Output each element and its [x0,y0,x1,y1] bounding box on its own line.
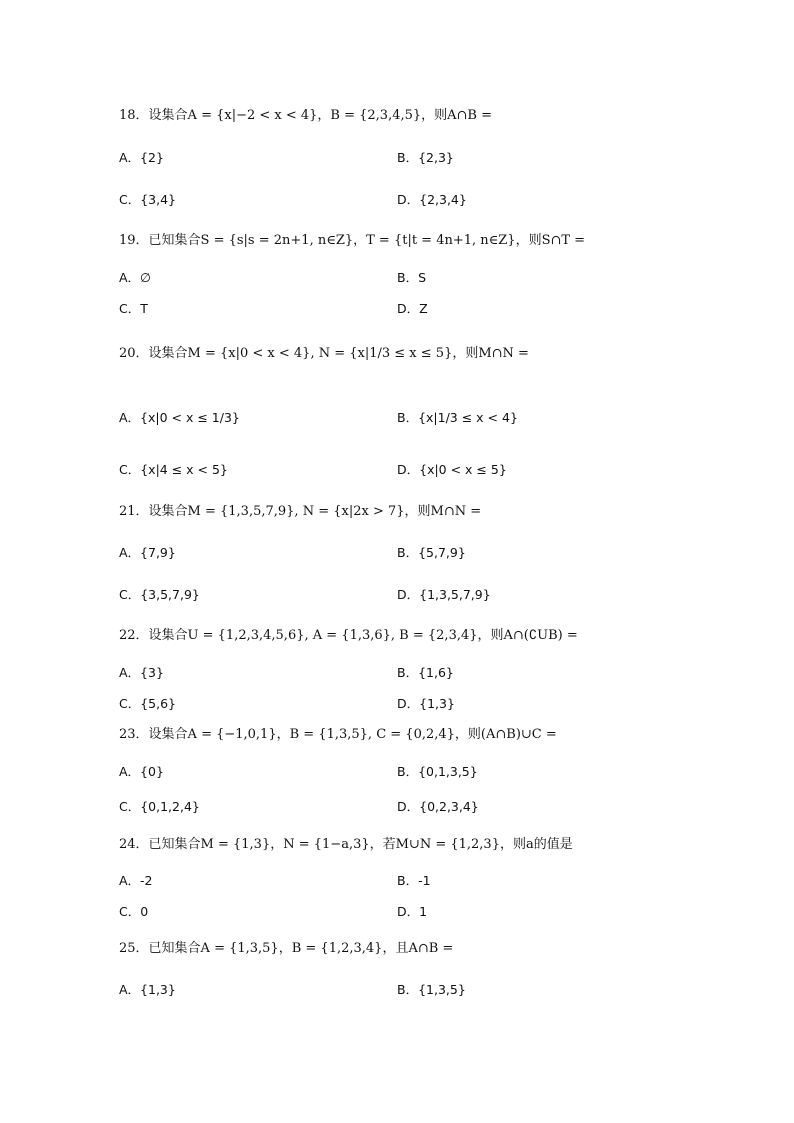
question-20-stem: 20．设集合M = {x|0 < x < 4}, N = {x|1/3 ≤ x ≤ 5}，则M∩N = [119,346,529,361]
question-21-option-a[interactable]: A．{7,9} [119,545,176,560]
question-23-stem: 23．设集合A = {−1,0,1}，B = {1,3,5}, C = {0,2,4}，则(A∩B)∪C = [119,727,557,742]
question-21-option-c[interactable]: C．{3,5,7,9} [119,587,200,602]
question-23-option-a[interactable]: A．{0} [119,764,164,779]
question-19-option-d[interactable]: D．Z [397,301,428,316]
question-23-option-d[interactable]: D．{0,2,3,4} [397,799,479,814]
question-23-option-b[interactable]: B．{0,1,3,5} [397,764,478,779]
question-19-option-b[interactable]: B．S [397,270,427,285]
question-18-option-a[interactable]: A．{2} [119,150,164,165]
question-18-option-d[interactable]: D．{2,3,4} [397,192,467,207]
question-18-stem: 18．设集合A = {x|−2 < x < 4}，B = {2,3,4,5}，则A∩B = [119,108,493,123]
question-22-stem: 22．设集合U = {1,2,3,4,5,6}, A = {1,3,6}, B = {2,3,4}，则A∩(∁UB) = [119,628,578,643]
question-23-option-c[interactable]: C．{0,1,2,4} [119,799,200,814]
question-25-option-a[interactable]: A．{1,3} [119,982,176,997]
question-22-option-a[interactable]: A．{3} [119,665,164,680]
question-21-option-b[interactable]: B．{5,7,9} [397,545,466,560]
question-19-option-c[interactable]: C．T [119,301,148,316]
question-22-option-b[interactable]: B．{1,6} [397,665,454,680]
question-20-option-c[interactable]: C．{x|4 ≤ x < 5} [119,462,228,477]
question-25-stem: 25．已知集合A = {1,3,5}，B = {1,2,3,4}，且A∩B = [119,941,454,956]
question-24-option-c[interactable]: C．0 [119,904,149,919]
question-18-option-b[interactable]: B．{2,3} [397,150,454,165]
question-20-option-d[interactable]: D．{x|0 < x ≤ 5} [397,462,507,477]
question-19-option-a[interactable]: A．∅ [119,270,151,285]
question-24-option-b[interactable]: B．-1 [397,873,431,888]
question-20-option-a[interactable]: A．{x|0 < x ≤ 1/3} [119,410,240,425]
question-24-stem: 24．已知集合M = {1,3}，N = {1−a,3}，若M∪N = {1,2,3}，则a的值是 [119,837,573,852]
question-22-option-c[interactable]: C．{5,6} [119,696,177,711]
question-24-option-d[interactable]: D．1 [397,904,428,919]
question-24-option-a[interactable]: A．-2 [119,873,153,888]
question-20-option-b[interactable]: B．{x|1/3 ≤ x < 4} [397,410,518,425]
question-19-stem: 19．已知集合S = {s|s = 2n+1, n∈Z}，T = {t|t = 4n+1, n∈Z}，则S∩T = [119,233,586,248]
question-21-stem: 21．设集合M = {1,3,5,7,9}, N = {x|2x > 7}，则M∩N = [119,504,482,519]
question-18-option-c[interactable]: C．{3,4} [119,192,177,207]
question-21-option-d[interactable]: D．{1,3,5,7,9} [397,587,491,602]
question-25-option-b[interactable]: B．{1,3,5} [397,982,466,997]
question-22-option-d[interactable]: D．{1,3} [397,696,455,711]
